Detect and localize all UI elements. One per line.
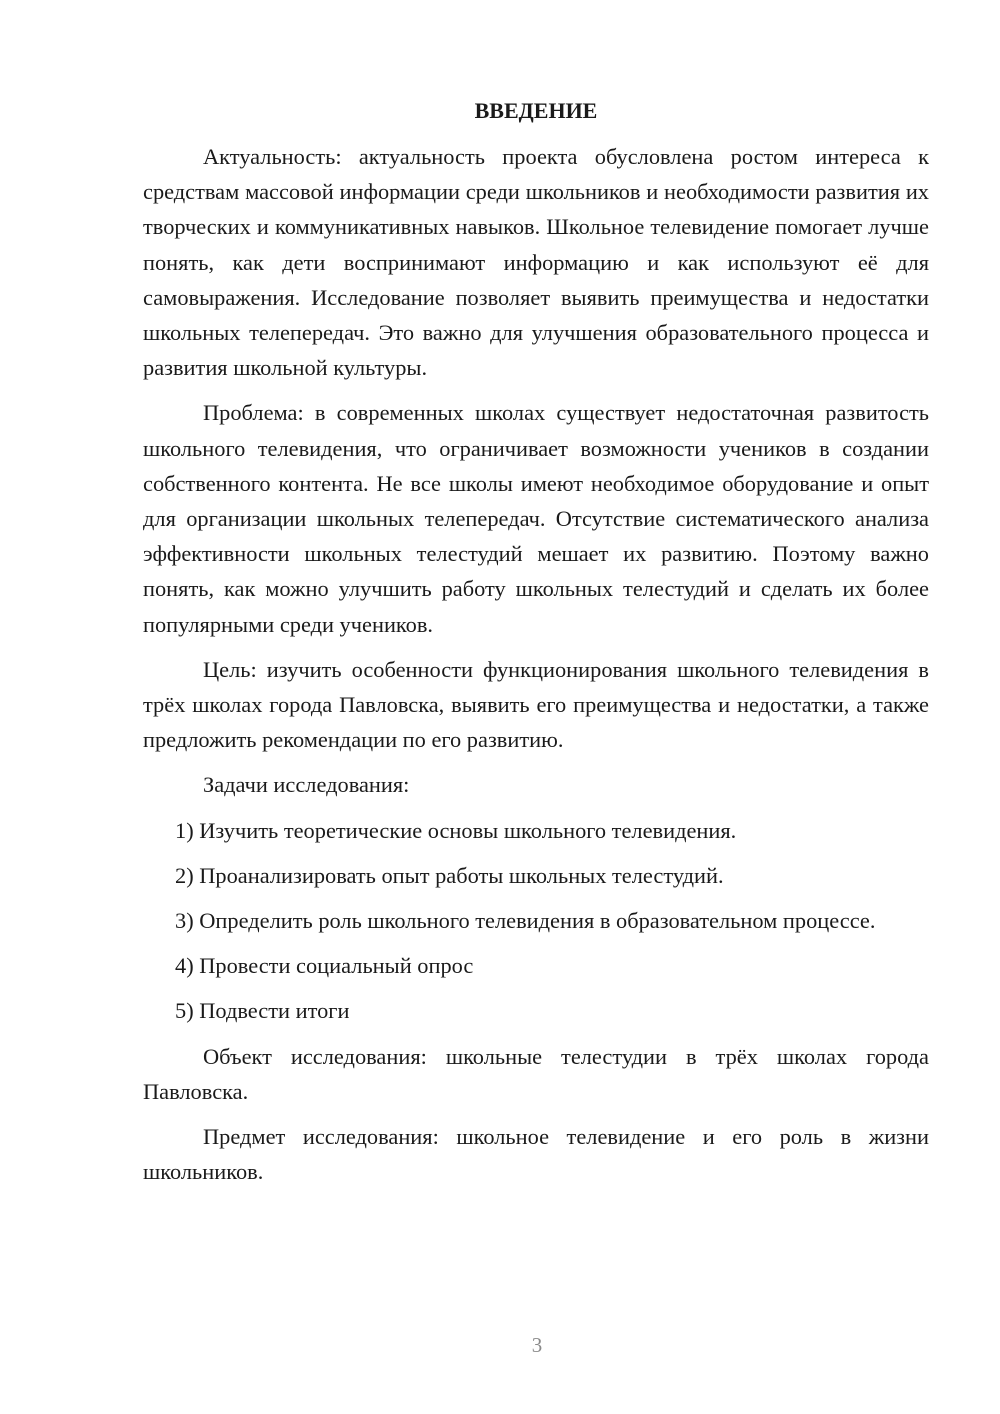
list-item: 1) Изучить теоретические основы школьного телевидения. [175, 817, 737, 843]
list-item: 3) Определить роль школьного телевидения в образовательном процессе. [175, 908, 876, 934]
goal-paragraph: Цель: изучить особенности функционирования школьного телевидения в трёх школах города Павловска, выявить его преимущества и недостатки, а также предложить рекомендации по его развитию. [143, 656, 929, 753]
problem-paragraph: Проблема: в современных школах существует недостаточная развитость школьного телевидения, что ограничивает возможности учеников в создании собственного контента. Не все школы имеют необходимое оборудование и опыт для организации школьных телепередач. Отсутствие систематического анализа эффективности школьных телестудий мешает их развитию. Поэтому важно понять, как можно улучшить работу школьных телестудий и сделать их более популярными среди учеников. [143, 400, 929, 637]
list-item: 2) Проанализировать опыт работы школьных телестудий. [175, 862, 724, 888]
list-item: 4) Провести социальный опрос [175, 953, 474, 979]
object-paragraph: Объект исследования: школьные телестудии в трёх школах города Павловска. [143, 1043, 929, 1104]
page-number: 3 [531, 1333, 543, 1357]
tasks-title: Задачи исследования: [203, 772, 410, 798]
subject-paragraph: Предмет исследования: школьное телевидение и его роль в жизни школьников. [143, 1124, 929, 1185]
page-title: ВВЕДЕНИЕ [474, 98, 598, 123]
list-item: 5) Подвести итоги [175, 998, 350, 1024]
document-page [143, 95, 929, 1189]
relevance-paragraph: Актуальность: актуальность проекта обусловлена ростом интереса к средствам массовой информации среди школьников и необходимости развития их творческих и коммуникативных навыков. Школьное телевидение помогает лучше понять, как дети воспринимают информацию и как используют её для самовыражения. Исследование позволяет выявить преимущества и недостатки школьных телепередач. Это важно для улучшения образовательного процесса и развития школьной культуры. [143, 144, 929, 381]
